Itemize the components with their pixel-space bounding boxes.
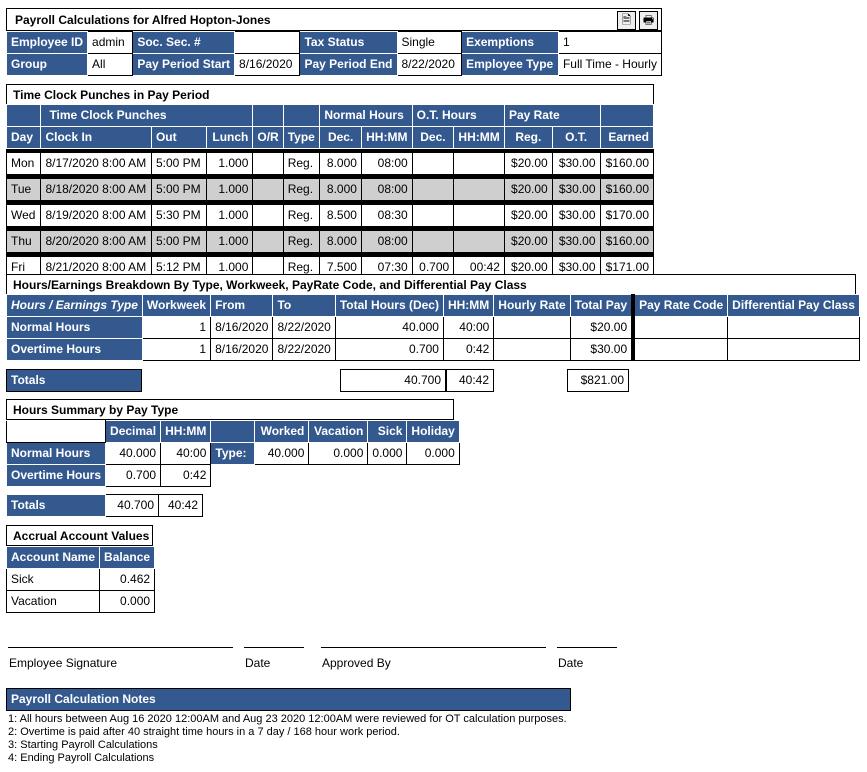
punch-or [253, 179, 283, 201]
note-item: 2: Overtime is paid after 40 straight time hours in a 7 day / 168 hour work period. [8, 726, 400, 738]
bd-total-pay: $30.00 [570, 339, 633, 361]
bd-code [633, 339, 728, 361]
employee-type-value: Full Time - Hourly [558, 54, 661, 76]
pay-period-end-label: Pay Period End [300, 54, 397, 76]
punch-or [253, 153, 283, 175]
col-reg: Reg. [504, 127, 552, 149]
breakdown-table [6, 294, 860, 361]
breakdown-row [7, 317, 860, 339]
punch-reg-rate: $20.00 [504, 205, 552, 227]
sum-row-hhmm: 0:42 [161, 465, 211, 487]
punches-group-blank3 [283, 105, 320, 127]
accrual-title-bar [6, 525, 153, 546]
punch-ot-hhmm: 00:42 [454, 257, 505, 279]
sum-col-sick: Sick [368, 421, 407, 443]
punch-lunch: 1.000 [207, 231, 253, 253]
accrual-row [7, 569, 155, 591]
date-label-1: Date [245, 656, 271, 670]
punch-type: Reg. [283, 257, 320, 279]
bd-rate [494, 339, 570, 361]
employee-id-value: admin [88, 32, 133, 54]
note-item: 3: Starting Payroll Calculations [8, 739, 158, 751]
punch-type: Reg. [283, 179, 320, 201]
punches-title-bar [6, 84, 654, 105]
punch-ot-rate: $30.00 [552, 205, 600, 227]
date-line-2 [557, 647, 617, 648]
punch-out: 5:00 PM [151, 153, 206, 175]
page-title: Payroll Calculations for Alfred Hopton-Jones [15, 13, 271, 27]
bd-col-rate: Hourly Rate [494, 295, 570, 317]
approved-by-label: Approved By [322, 656, 391, 670]
col-out: Out [151, 127, 206, 149]
punch-reg-rate: $20.00 [504, 231, 552, 253]
punch-ot-hhmm [454, 179, 505, 201]
punch-day: Mon [7, 153, 41, 175]
pay-rate-header: Pay Rate [504, 105, 600, 127]
sum-row-decimal: 0.700 [106, 465, 161, 487]
col-norm-dec: Dec. [320, 127, 362, 149]
punch-ot-rate: $30.00 [552, 153, 600, 175]
punch-type: Reg. [283, 153, 320, 175]
punch-or [253, 205, 283, 227]
bd-diff [728, 317, 860, 339]
bd-col-hhmm: HH:MM [443, 295, 493, 317]
punch-day: Fri [7, 257, 41, 279]
tax-status-value: Single [397, 32, 462, 54]
accrual-name: Sick [7, 569, 100, 591]
punch-reg-rate: $20.00 [504, 257, 552, 279]
sum-row-label: Normal Hours [7, 443, 106, 465]
bd-code [633, 317, 728, 339]
punch-ot-dec [412, 231, 454, 253]
punch-norm-dec: 7.500 [320, 257, 362, 279]
bd-rate [494, 317, 570, 339]
sum-blank-corner [7, 421, 106, 443]
punch-ot-hhmm [454, 205, 505, 227]
sum-col-hhmm: HH:MM [161, 421, 211, 443]
punch-earned: $160.00 [600, 231, 653, 253]
sum-col-worked: Worked [255, 421, 309, 443]
bd-from: 8/16/2020 [211, 339, 273, 361]
punch-norm-dec: 8.000 [320, 231, 362, 253]
col-day: Day [7, 127, 41, 149]
punch-earned: $160.00 [600, 179, 653, 201]
bd-total-dec: 0.700 [335, 339, 443, 361]
bd-col-to: To [273, 295, 335, 317]
bd-col-type: Hours / Earnings Type [7, 295, 143, 317]
punch-lunch: 1.000 [207, 153, 253, 175]
summary-table [6, 420, 460, 487]
bd-to: 8/22/2020 [273, 339, 335, 361]
pay-period-end-value: 8/22/2020 [397, 54, 462, 76]
punch-norm-hhmm: 08:00 [361, 179, 412, 201]
bd-hhmm: 40:00 [443, 317, 493, 339]
sum-col-decimal: Decimal [106, 421, 161, 443]
summary-title: Hours Summary by Pay Type [13, 403, 179, 417]
punch-out: 5:30 PM [151, 205, 206, 227]
punch-norm-hhmm: 08:30 [361, 205, 412, 227]
bd-col-diff: Differential Pay Class [728, 295, 860, 317]
bd-col-total-dec: Total Hours (Dec) [335, 295, 443, 317]
col-lunch: Lunch [207, 127, 253, 149]
sum-col-holiday: Holiday [407, 421, 459, 443]
group-label: Group [7, 54, 88, 76]
bd-totals-dec: 40.700 [340, 369, 446, 392]
sum-totals-decimal: 40.700 [106, 495, 159, 517]
bd-total-pay: $20.00 [570, 317, 633, 339]
bd-diff [728, 339, 860, 361]
notes-list [8, 713, 567, 765]
save-document-icon[interactable]: 🗎 [617, 11, 636, 30]
punch-or [253, 231, 283, 253]
punch-norm-dec: 8.000 [320, 179, 362, 201]
punch-earned: $170.00 [600, 205, 653, 227]
approved-by-line [321, 647, 546, 648]
punch-clock-in: 8/17/2020 8:00 AM [41, 153, 152, 175]
bd-col-code: Pay Rate Code [633, 295, 728, 317]
accrual-col-name: Account Name [7, 547, 100, 569]
punch-clock-in: 8/20/2020 8:00 AM [41, 231, 152, 253]
sum-row-decimal: 40.000 [106, 443, 161, 465]
bd-to: 8/22/2020 [273, 317, 335, 339]
employee-info-table [6, 31, 662, 76]
bd-workweek: 1 [142, 317, 210, 339]
col-clock-in: Clock In [41, 127, 152, 149]
sum-row-label: Overtime Hours [7, 465, 106, 487]
accrual-row [7, 591, 155, 613]
pay-period-start-value: 8/16/2020 [235, 54, 300, 76]
bd-col-from: From [211, 295, 273, 317]
bd-totals-hhmm: 40:42 [446, 369, 494, 392]
notes-title: Payroll Calculation Notes [6, 688, 571, 711]
bd-hhmm: 0:42 [443, 339, 493, 361]
punch-day: Tue [7, 179, 41, 201]
summary-row [7, 465, 460, 487]
note-item: 1: All hours between Aug 16 2020 12:00AM and Aug 23 2020 12:00AM were reviewed for OT calculation purposes. [8, 713, 567, 725]
print-icon[interactable]: 🖶 [639, 11, 658, 30]
col-earned: Earned [600, 127, 653, 149]
accrual-name: Vacation [7, 591, 100, 613]
summary-totals [6, 494, 203, 517]
accrual-col-balance: Balance [100, 547, 155, 569]
col-or: O/R [253, 127, 283, 149]
employee-header [6, 8, 662, 78]
punch-norm-hhmm: 08:00 [361, 231, 412, 253]
punches-title: Time Clock Punches in Pay Period [13, 88, 210, 102]
sum-holiday: 0.000 [407, 443, 459, 465]
col-norm-hhmm: HH:MM [361, 127, 412, 149]
summary-title-bar [6, 399, 454, 420]
employee-type-label: Employee Type [462, 54, 559, 76]
punches-table [6, 104, 654, 279]
sum-sick: 0.000 [368, 443, 407, 465]
punch-ot-hhmm [454, 153, 505, 175]
sum-vacation: 0.000 [309, 443, 368, 465]
punch-ot-dec: 0.700 [412, 257, 454, 279]
punch-day: Wed [7, 205, 41, 227]
punch-ot-rate: $30.00 [552, 179, 600, 201]
bd-col-total-pay: Total Pay [570, 295, 633, 317]
punch-lunch: 1.000 [207, 205, 253, 227]
punch-ot-rate: $30.00 [552, 231, 600, 253]
bd-type: Normal Hours [7, 317, 143, 339]
ot-hours-header: O.T. Hours [412, 105, 504, 127]
punch-clock-in: 8/21/2020 8:00 AM [41, 257, 152, 279]
punch-reg-rate: $20.00 [504, 153, 552, 175]
ssn-label: Soc. Sec. # [133, 32, 235, 54]
sum-totals-hhmm: 40:42 [159, 495, 203, 517]
breakdown-title: Hours/Earnings Breakdown By Type, Workweek, PayRate Code, and Differential Pay Class [13, 278, 527, 292]
group-value: All [88, 54, 133, 76]
employee-signature-line [8, 647, 233, 648]
punch-row [7, 179, 654, 201]
date-label-2: Date [558, 656, 584, 670]
punch-out: 5:00 PM [151, 231, 206, 253]
punch-norm-dec: 8.000 [320, 153, 362, 175]
accrual-title: Accrual Account Values [13, 529, 150, 543]
header-title-bar [6, 8, 662, 31]
accrual-balance: 0.000 [100, 591, 155, 613]
sum-col-type-blank [211, 421, 255, 443]
punch-type: Reg. [283, 205, 320, 227]
summary-row [7, 443, 460, 465]
punch-row [7, 205, 654, 227]
punch-type: Reg. [283, 231, 320, 253]
punch-ot-dec [412, 205, 454, 227]
bd-total-dec: 40.000 [335, 317, 443, 339]
accrual-table [6, 546, 155, 613]
punches-group-blank4 [600, 105, 653, 127]
punch-lunch: 1.000 [207, 257, 253, 279]
punches-group-blank2 [253, 105, 283, 127]
col-ot-dec: Dec. [412, 127, 454, 149]
exemptions-label: Exemptions [462, 32, 559, 54]
breakdown-row [7, 339, 860, 361]
employee-signature-label: Employee Signature [9, 656, 118, 670]
bd-totals-pay: $821.00 [567, 369, 629, 392]
col-ot: O.T. [552, 127, 600, 149]
sum-row-hhmm: 40:00 [161, 443, 211, 465]
punch-norm-hhmm: 07:30 [361, 257, 412, 279]
punch-out: 5:12 PM [151, 257, 206, 279]
punch-ot-hhmm [454, 231, 505, 253]
punch-ot-rate: $30.00 [552, 257, 600, 279]
date-line-1 [244, 647, 304, 648]
breakdown-title-bar [6, 274, 856, 295]
punch-norm-hhmm: 08:00 [361, 153, 412, 175]
punch-norm-dec: 8.500 [320, 205, 362, 227]
ssn-value [235, 32, 300, 54]
punch-clock-in: 8/18/2020 8:00 AM [41, 179, 152, 201]
sum-type-label: Type: [211, 443, 255, 465]
col-type: Type [283, 127, 320, 149]
punch-ot-dec [412, 179, 454, 201]
punch-earned: $160.00 [600, 153, 653, 175]
punch-reg-rate: $20.00 [504, 179, 552, 201]
accrual-balance: 0.462 [100, 569, 155, 591]
sum-col-vacation: Vacation [309, 421, 368, 443]
pay-period-start-label: Pay Period Start [133, 54, 235, 76]
sum-filler [211, 465, 459, 487]
punch-out: 5:00 PM [151, 179, 206, 201]
employee-id-label: Employee ID [7, 32, 88, 54]
col-ot-hhmm: HH:MM [454, 127, 505, 149]
exemptions-value: 1 [558, 32, 661, 54]
time-clock-punches-header: Time Clock Punches [41, 105, 253, 127]
note-item: 4: Ending Payroll Calculations [8, 752, 155, 764]
sum-worked: 40.000 [255, 443, 309, 465]
punches-group-blank [7, 105, 41, 127]
bd-from: 8/16/2020 [211, 317, 273, 339]
punch-day: Thu [7, 231, 41, 253]
sum-totals-label: Totals [7, 495, 106, 517]
bd-totals-label: Totals [6, 369, 142, 392]
punch-lunch: 1.000 [207, 179, 253, 201]
punch-row [7, 231, 654, 253]
punch-ot-dec [412, 153, 454, 175]
punch-earned: $171.00 [600, 257, 653, 279]
bd-col-workweek: Workweek [142, 295, 210, 317]
bd-type: Overtime Hours [7, 339, 143, 361]
punch-row [7, 153, 654, 175]
punch-clock-in: 8/19/2020 8:00 AM [41, 205, 152, 227]
tax-status-label: Tax Status [300, 32, 397, 54]
normal-hours-header: Normal Hours [320, 105, 412, 127]
bd-workweek: 1 [142, 339, 210, 361]
